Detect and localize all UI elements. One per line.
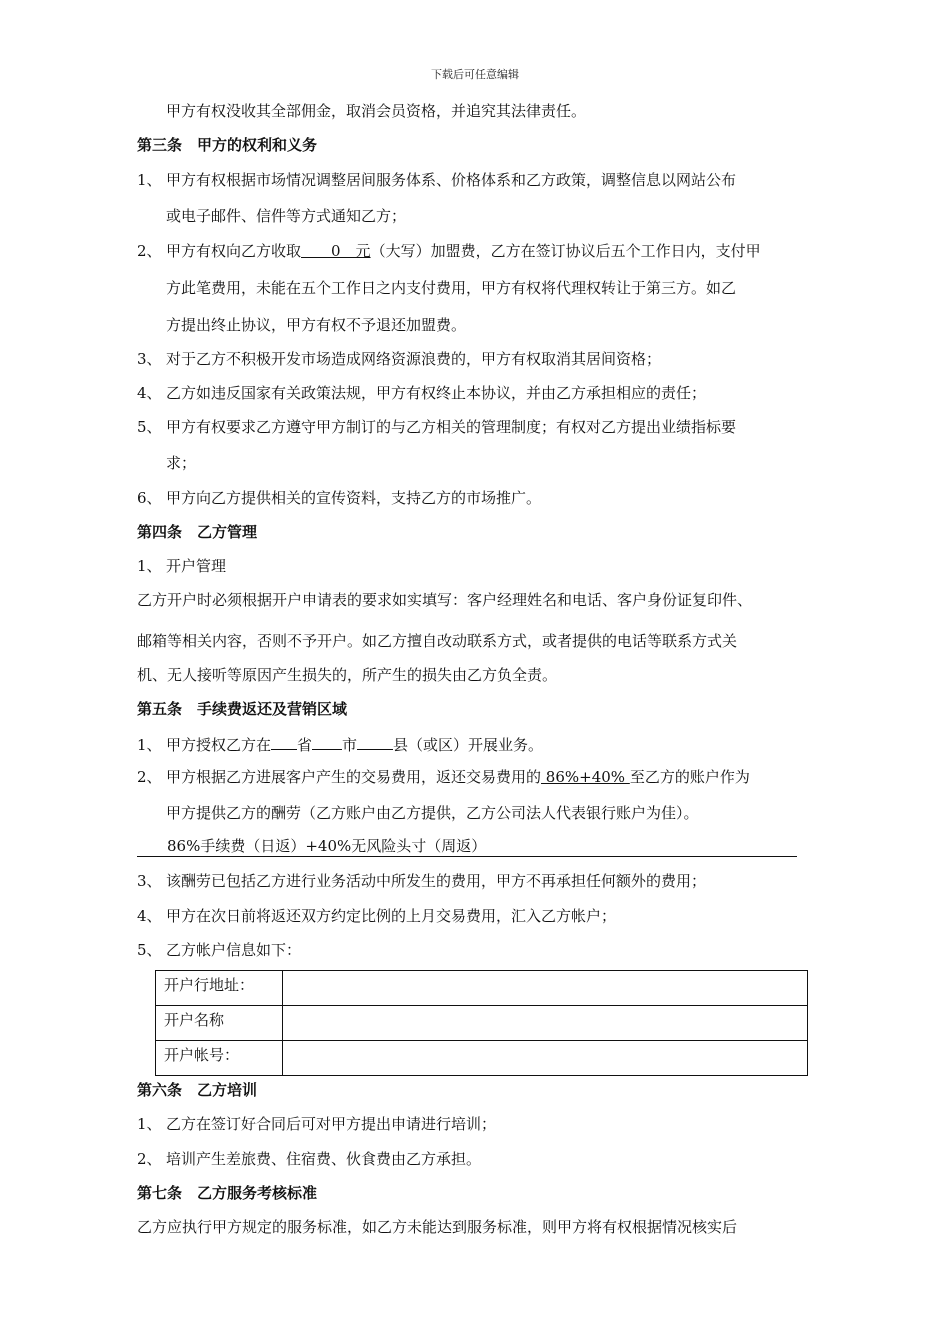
item-number: 2、 xyxy=(137,1150,162,1168)
item-number: 2、 xyxy=(137,768,162,786)
item-number: 6、 xyxy=(137,489,162,507)
item-text: 乙方帐户信息如下： xyxy=(166,941,302,959)
list-item xyxy=(137,733,543,755)
item-text-cont: 求； xyxy=(166,454,197,472)
account-value[interactable] xyxy=(283,1006,808,1041)
list-item xyxy=(137,871,706,891)
account-value[interactable] xyxy=(283,1041,808,1076)
item-number: 2、 xyxy=(137,242,162,260)
item-text: 甲方有权根据市场情况调整居间服务体系、价格体系和乙方政策，调整信息以网站公布 xyxy=(166,171,737,189)
item-number: 1、 xyxy=(137,1115,162,1133)
item-text: 甲方有权要求乙方遵守甲方制订的与乙方相关的管理制度；有权对乙方提出业绩指标要 xyxy=(166,418,737,436)
article-5-title: 第五条 手续费返还及营销区域 xyxy=(137,700,348,718)
list-item xyxy=(137,1114,496,1134)
fee-amount: 0 元 xyxy=(301,242,371,260)
paragraph-line: 甲方有权没收其全部佣金，取消会员资格，并追究其法律责任。 xyxy=(166,102,587,120)
article-6-title: 第六条 乙方培训 xyxy=(137,1081,258,1099)
rebate-detail-line: 86%手续费（日返）+40%无风险头寸（周返） xyxy=(137,836,797,857)
account-label: 开户名称 xyxy=(156,1006,283,1041)
list-item xyxy=(137,1149,481,1169)
list-item xyxy=(137,241,761,261)
city-blank[interactable] xyxy=(312,733,342,750)
table-row xyxy=(156,1041,808,1076)
item-text: 甲方向乙方提供相关的宣传资料，支持乙方的市场推广。 xyxy=(166,489,542,507)
item-text: 乙方在签订好合同后可对甲方提出申请进行培训； xyxy=(166,1115,497,1133)
list-item xyxy=(137,906,616,926)
item-text: 甲方在次日前将返还双方约定比例的上月交易费用，汇入乙方帐户； xyxy=(166,907,617,925)
paragraph-line: 邮箱等相关内容，否则不予开户。如乙方擅自改动联系方式，或者提供的电话等联系方式关 xyxy=(137,632,738,650)
item-number: 1、 xyxy=(137,557,162,575)
account-info-table xyxy=(155,970,808,1076)
rebate-rate: 86%+40% xyxy=(541,768,630,786)
item-number: 1、 xyxy=(137,736,162,754)
item-number: 4、 xyxy=(137,384,162,402)
province-blank[interactable] xyxy=(271,733,297,750)
item-text: 甲方有权向乙方收取 xyxy=(166,242,302,260)
account-value[interactable] xyxy=(283,971,808,1006)
province-label: 省 xyxy=(297,736,313,754)
list-item xyxy=(137,417,736,437)
item-text: 甲方根据乙方进展客户产生的交易费用，返还交易费用的 xyxy=(166,768,542,786)
county-blank[interactable] xyxy=(357,733,393,750)
list-item xyxy=(137,767,750,787)
article-7-title: 第七条 乙方服务考核标准 xyxy=(137,1184,318,1202)
item-text-cont: 方提出终止协议，甲方有权不予退还加盟费。 xyxy=(166,316,467,334)
table-row xyxy=(156,971,808,1006)
item-text-cont: 方此笔费用，未能在五个工作日之内支付费用，甲方有权将代理权转让于第三方。如乙 xyxy=(166,279,737,297)
account-label: 开户帐号： xyxy=(156,1041,283,1076)
item-text-cont: 或电子邮件、信件等方式通知乙方； xyxy=(166,207,407,225)
list-item xyxy=(137,556,226,576)
list-item xyxy=(137,383,706,403)
item-text: 甲方授权乙方在 xyxy=(166,736,272,754)
item-text: 乙方如违反国家有关政策法规，甲方有权终止本协议，并由乙方承担相应的责任； xyxy=(166,384,707,402)
item-text: 至乙方的账户作为 xyxy=(629,768,750,786)
item-number: 4、 xyxy=(137,907,162,925)
item-text-cont: 甲方提供乙方的酬劳（乙方账户由乙方提供，乙方公司法人代表银行账户为佳）。 xyxy=(166,804,699,822)
list-item xyxy=(137,488,541,508)
item-number: 3、 xyxy=(137,350,162,368)
item-text: 开户管理 xyxy=(166,557,227,575)
item-number: 5、 xyxy=(137,418,162,436)
page-header: 下载后可任意编辑 xyxy=(431,68,519,81)
list-item xyxy=(137,940,301,960)
item-text: （大写）加盟费，乙方在签订协议后五个工作日内，支付甲 xyxy=(370,242,761,260)
paragraph-line: 乙方应执行甲方规定的服务标准，如乙方未能达到服务标准，则甲方将有权根据情况核实后 xyxy=(137,1218,738,1236)
item-text: 该酬劳已包括乙方进行业务活动中所发生的费用，甲方不再承担任何额外的费用； xyxy=(166,872,707,890)
article-3-title: 第三条 甲方的权利和义务 xyxy=(137,136,318,154)
city-label: 市 xyxy=(342,736,358,754)
item-number: 3、 xyxy=(137,872,162,890)
paragraph-line: 机、无人接听等原因产生损失的，所产生的损失由乙方负全责。 xyxy=(137,666,558,684)
item-text: 对于乙方不积极开发市场造成网络资源浪费的，甲方有权取消其居间资格； xyxy=(166,350,662,368)
table-row xyxy=(156,1006,808,1041)
account-label: 开户行地址： xyxy=(156,971,283,1006)
item-number: 5、 xyxy=(137,941,162,959)
item-text: 培训产生差旅费、住宿费、伙食费由乙方承担。 xyxy=(166,1150,482,1168)
item-number: 1、 xyxy=(137,171,162,189)
list-item xyxy=(137,170,736,190)
paragraph-line: 乙方开户时必须根据开户申请表的要求如实填写：客户经理姓名和电话、客户身份证复印件、 xyxy=(137,591,753,609)
item-text: 县（或区）开展业务。 xyxy=(393,736,544,754)
article-4-title: 第四条 乙方管理 xyxy=(137,523,258,541)
list-item xyxy=(137,349,661,369)
